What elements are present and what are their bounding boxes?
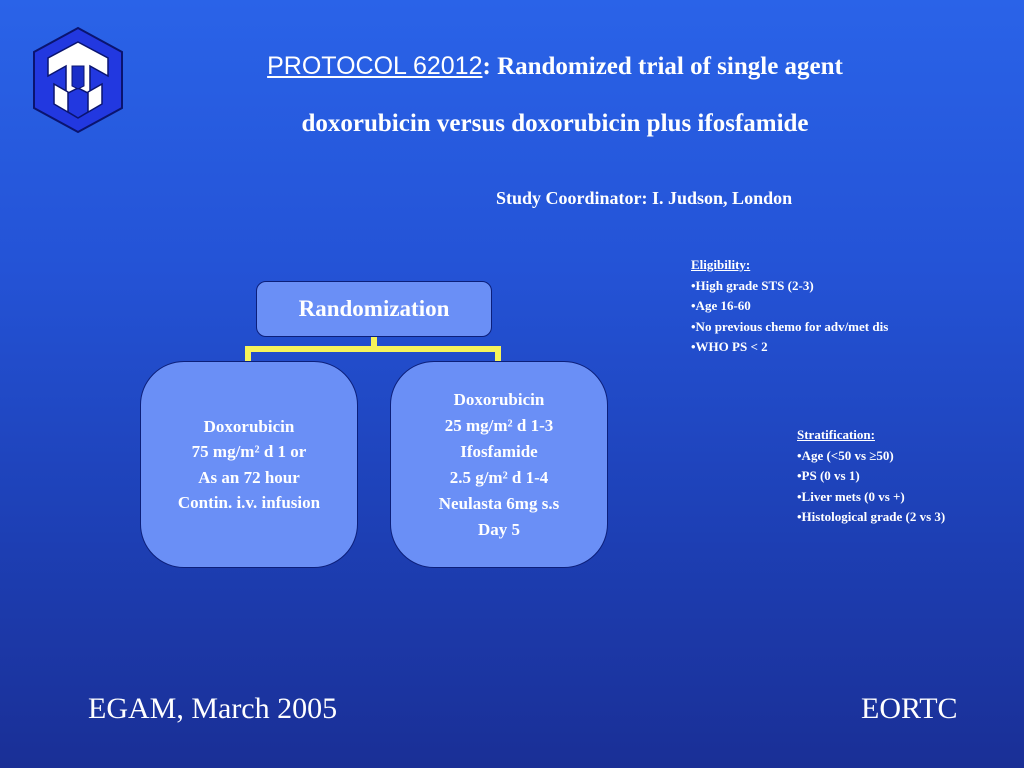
slide-title-line-1	[160, 52, 950, 81]
arm-a-line: Doxorubicin	[203, 416, 295, 436]
eligibility-item: •No previous chemo for adv/met dis	[691, 318, 889, 334]
eligibility-item: •Age 16-60	[691, 298, 751, 313]
arm-b-box	[390, 361, 608, 568]
slide-title-line-2: doxorubicin versus doxorubicin plus ifosfamide	[301, 110, 809, 137]
stratification-item: •Histological grade (2 vs 3)	[797, 509, 946, 524]
arm-a-line: 75 mg/m² d 1 or	[191, 442, 307, 461]
arm-b-line: Ifosfamide	[460, 441, 538, 461]
arm-a-line: As an 72 hour	[198, 467, 300, 487]
eligibility-item: •High grade STS (2-3)	[691, 277, 814, 293]
title-line-1-text: Randomized trial of single agent	[490, 53, 843, 80]
eligibility-heading: Eligibility:	[691, 257, 751, 272]
arm-b-line: 25 mg/m² d 1-3	[444, 415, 554, 435]
arm-b-line: 2.5 g/m² d 1-4	[449, 467, 549, 487]
randomization-box	[256, 281, 492, 337]
connector-bar	[245, 346, 501, 352]
randomization-label: Randomization	[298, 296, 450, 321]
stratification-heading: Stratification:	[797, 427, 875, 442]
arm-b-line: Day 5	[477, 519, 521, 539]
arm-a-line: Contin. i.v. infusion	[177, 493, 321, 512]
stratification-item: •PS (0 vs 1)	[797, 468, 860, 483]
protocol-number: PROTOCOL 62012	[267, 52, 483, 80]
eligibility-item: •WHO PS < 2	[691, 339, 768, 354]
stratification-item: •Age (<50 vs ≥50)	[797, 447, 894, 463]
footer-event: EGAM, March 2005	[88, 692, 338, 725]
arm-b-line: Doxorubicin	[453, 389, 545, 409]
arm-a-box	[140, 361, 358, 568]
eligibility-list	[691, 255, 888, 358]
footer-organization: EORTC	[861, 692, 958, 725]
stratification-list	[797, 425, 945, 528]
arm-b-line: Neulasta 6mg s.s	[438, 493, 560, 513]
title-separator: :	[482, 53, 491, 80]
study-coordinator: Study Coordinator: I. Judson, London	[496, 188, 793, 208]
stratification-item: •Liver mets (0 vs +)	[797, 488, 905, 504]
eortc-logo-icon	[28, 24, 128, 136]
